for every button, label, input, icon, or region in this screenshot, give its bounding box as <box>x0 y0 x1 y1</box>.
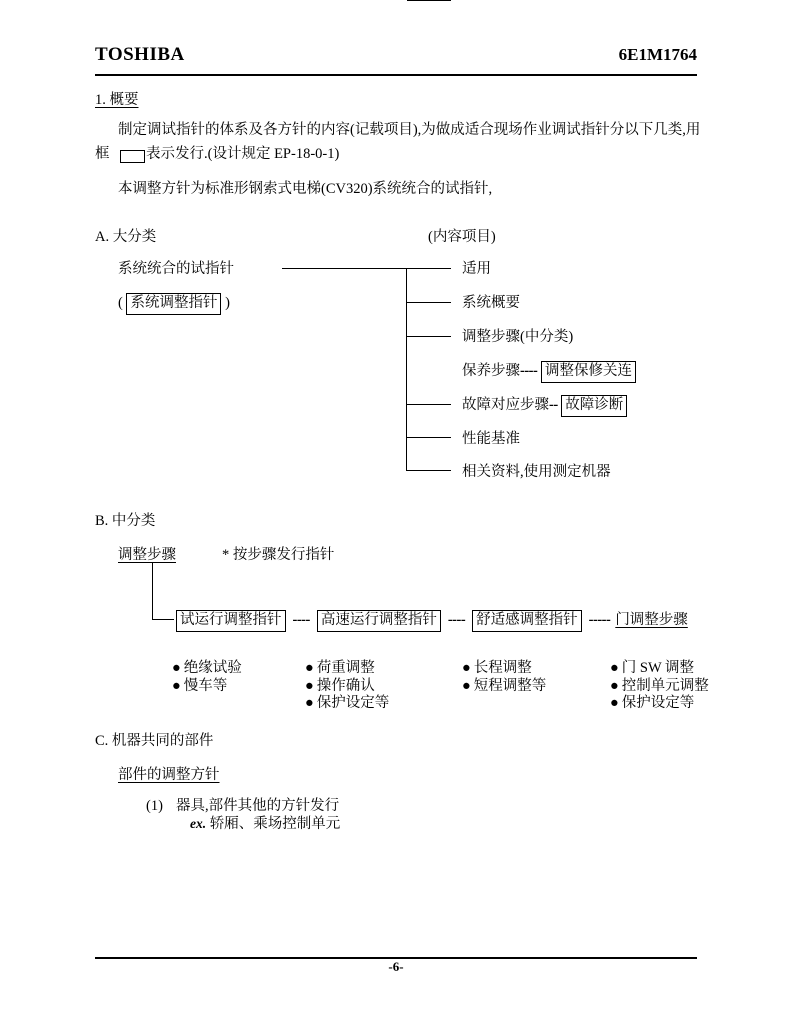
bullet-icon: ● <box>305 677 314 694</box>
section-b-flow-row <box>174 610 688 632</box>
list-item-label: 门 SW 调整 <box>621 660 695 676</box>
section-b-flow-connector: ---- <box>292 612 310 628</box>
list-item <box>462 660 546 678</box>
bullet-icon: ● <box>172 660 181 676</box>
section-a-item-connector: -- <box>549 397 558 413</box>
section-b-label: B. 中分类 <box>95 513 156 529</box>
section-a-item-boxed-label: 故障诊断 <box>561 395 627 417</box>
section-1-paragraph-2: 本调整方针为标准形钢索式电梯(CV320)系统统合的试指针, <box>118 181 493 197</box>
page-header <box>95 44 697 74</box>
list-item <box>462 678 546 696</box>
list-item-label: 长程调整 <box>473 660 532 676</box>
section-a-item-label: 系统概要 <box>462 295 520 311</box>
example-prefix: ex. <box>190 816 207 831</box>
section-b-flow-underlined: 门调整步骤 <box>615 612 688 628</box>
header-divider <box>95 74 697 76</box>
section-a-item <box>462 293 520 313</box>
paren-open: ( <box>118 295 123 311</box>
bullet-icon: ● <box>305 660 314 676</box>
section-1-paragraph-line-2-suffix: 表示发行.(设计规定 EP-18-0-1) <box>146 146 340 162</box>
list-item <box>172 678 242 696</box>
section-b-node-label: 调整步骤 <box>118 547 176 563</box>
company-name: TOSHIBA <box>95 44 185 65</box>
list-item <box>610 660 709 678</box>
list-item-label: 保护设定等 <box>621 695 695 711</box>
section-b-flow-box: 试运行调整指针 <box>176 610 286 632</box>
list-item-label: 保护设定等 <box>316 695 390 711</box>
section-a-item-label: 适用 <box>462 261 491 277</box>
section-a-item-label: 性能基准 <box>462 431 520 447</box>
section-a-branch-stub <box>407 336 451 337</box>
list-item-label: 绝缘试验 <box>183 660 242 676</box>
section-a-branch-stub <box>407 437 451 438</box>
section-1-heading: 1. 概要 <box>95 92 139 108</box>
section-b-note: * 按步骤发行指针 <box>222 547 335 563</box>
section-a-item <box>462 462 611 482</box>
section-a-item <box>462 361 636 383</box>
section-a-tree-trunk <box>406 268 407 471</box>
bullet-icon: ● <box>462 660 471 676</box>
section-a-root-label: 系统统合的试指针 <box>118 261 234 277</box>
empty-frame-symbol <box>120 150 145 163</box>
section-b-flow-box: 高速运行调整指针 <box>317 610 441 632</box>
list-item <box>305 695 389 713</box>
list-item <box>610 695 709 713</box>
document-code: 6E1M1764 <box>618 45 697 64</box>
page-number: -6- <box>388 959 404 974</box>
section-b-bullet-column <box>305 660 389 713</box>
section-a-root-boxed-label: 系统调整指针 <box>126 293 221 315</box>
bullet-icon: ● <box>610 660 619 676</box>
list-item <box>610 678 709 696</box>
list-item-label: 荷重调整 <box>316 660 375 676</box>
list-item-label: 慢车等 <box>183 677 228 694</box>
section-b-flow-connector: ----- <box>588 612 611 628</box>
section-b-tree-vertical-line <box>152 563 153 620</box>
section-c-item-text: 器具,部件其他的方针发行 <box>176 798 340 814</box>
section-a-label: A. 大分类 <box>95 229 157 245</box>
section-1-paragraph-line-2-prefix: 框 <box>95 146 110 162</box>
section-a-branch-stub <box>407 404 451 405</box>
section-a-branch-stub <box>407 0 451 1</box>
section-b-flow-box: 舒适感调整指针 <box>472 610 582 632</box>
section-b-bullet-column <box>462 660 546 695</box>
section-a-item <box>462 259 491 279</box>
section-c-item-example <box>190 814 340 834</box>
section-b-bullet-column <box>172 660 242 695</box>
section-b-tree-horizontal-line <box>152 619 174 620</box>
section-c-label: C. 机器共同的部件 <box>95 733 214 749</box>
section-a-item-connector: ---- <box>520 363 538 379</box>
bullet-icon: ● <box>610 677 619 694</box>
section-a-item-boxed-label: 调整保修关连 <box>541 361 636 383</box>
list-item-label: 控制单元调整 <box>621 677 709 694</box>
paren-close: ) <box>225 295 230 311</box>
bullet-icon: ● <box>610 695 619 711</box>
list-item-label: 短程调整等 <box>473 677 547 694</box>
example-text: 轿厢、乘场控制单元 <box>209 816 341 832</box>
section-c-heading: 部件的调整方针 <box>118 767 220 783</box>
section-b-bullet-column <box>610 660 709 713</box>
bullet-icon: ● <box>305 695 314 711</box>
section-a-branch-stub <box>407 302 451 303</box>
section-a-item-label: 故障对应步骤 <box>462 397 549 413</box>
section-a-root-boxed-group <box>118 293 230 315</box>
section-a-item-label: 保养步骤 <box>462 363 520 379</box>
bullet-icon: ● <box>462 677 471 694</box>
section-a-item <box>462 327 573 347</box>
section-1-paragraph-line-1: 制定调试指针的体系及各方针的内容(记载项目),为做成适合现场作业调试指针分以下几类,用 <box>118 122 701 138</box>
list-item-label: 操作确认 <box>316 677 375 694</box>
section-a-column-header: (内容项目) <box>428 229 496 245</box>
list-item <box>305 660 389 678</box>
section-c-item-number: (1) <box>146 798 163 814</box>
section-a-item <box>462 395 627 417</box>
section-a-item-label: 调整步骤(中分类) <box>462 329 574 345</box>
section-a-branch-stub <box>407 470 451 471</box>
list-item <box>172 660 242 678</box>
bullet-icon: ● <box>172 677 181 694</box>
section-a-item <box>462 429 520 449</box>
section-b-flow-connector: ---- <box>447 612 466 628</box>
section-a-tree-horizontal-line <box>282 268 408 269</box>
section-a-item-label: 相关资料,使用测定机器 <box>462 464 611 480</box>
list-item <box>305 678 389 696</box>
section-a-branch-stub <box>407 268 451 269</box>
